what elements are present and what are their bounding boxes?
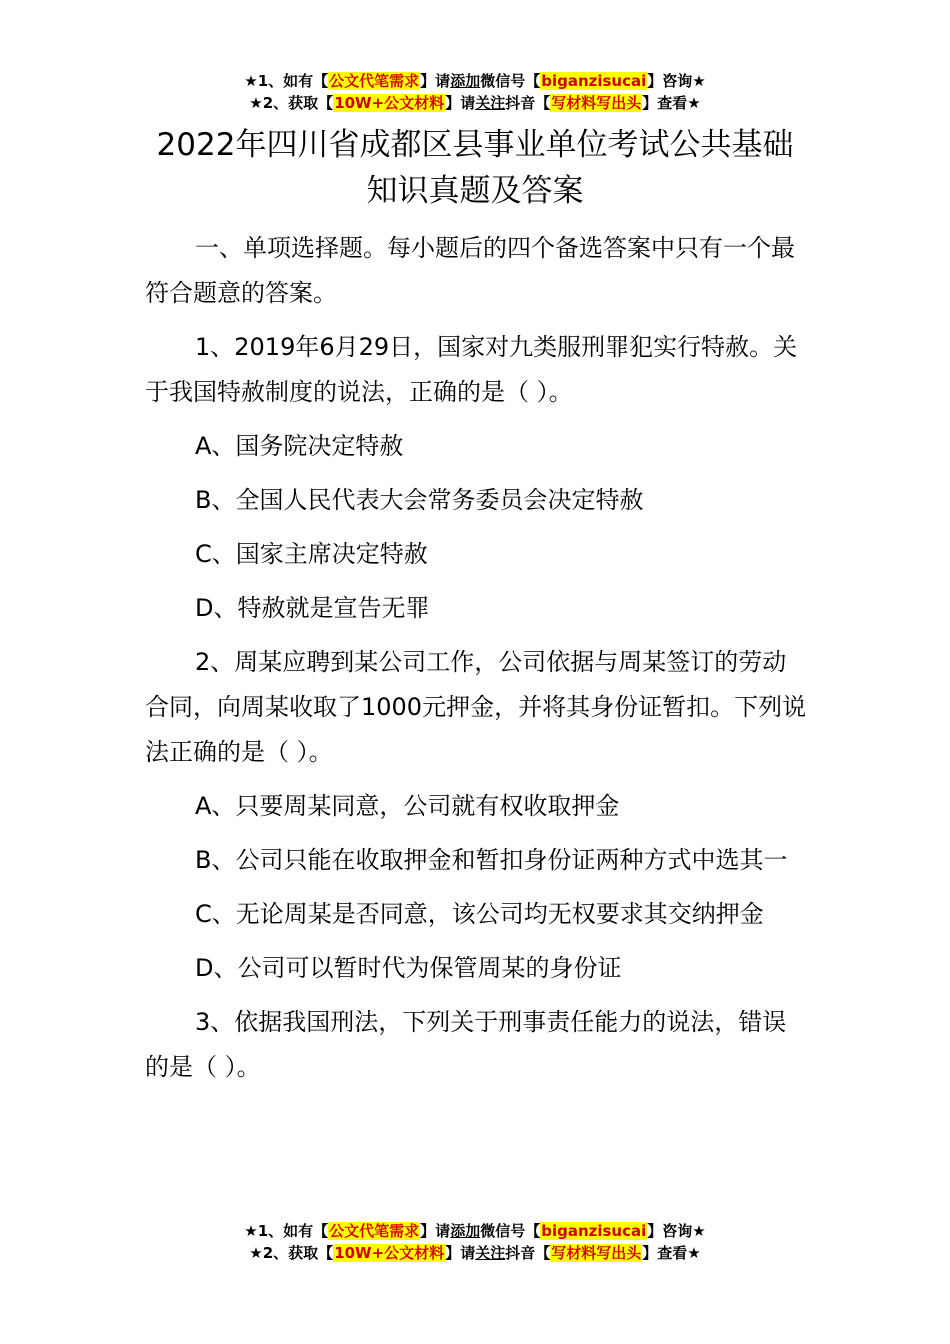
option-1d: D、特赦就是宣告无罪	[195, 594, 430, 622]
header-banner	[0, 70, 950, 114]
highlight-materials: 10W+公文材料	[334, 94, 445, 112]
option-1c: C、国家主席决定特赦	[195, 540, 428, 568]
document-title: 2022年四川省成都区县事业单位考试公共基础知识真题及答案	[156, 127, 794, 209]
option-2d: D、公司可以暂时代为保管周某的身份证	[195, 954, 622, 982]
question-2: 2、周某应聘到某公司工作，公司依据与周某签订的劳动合同，向周某收取了1000元押金，并将其身份证暂扣。下列说法正确的是（ ）。	[145, 648, 807, 766]
option-2c: C、无论周某是否同意，该公司均无权要求其交纳押金	[195, 900, 764, 928]
banner-line-2: ★2、获取【10W+公文材料】请关注抖音【写材料写出头】查看★	[249, 94, 701, 112]
question-3: 3、依据我国刑法，下列关于刑事责任能力的说法，错误的是（ ）。	[145, 1008, 787, 1081]
option-2a: A、只要周某同意，公司就有权收取押金	[195, 792, 620, 820]
banner-line-1: ★1、如有【公文代笔需求】请添加微信号【biganzisucai】咨询★	[244, 72, 706, 90]
option-2b: B、公司只能在收取押金和暂扣身份证两种方式中选其一	[195, 846, 788, 874]
section-heading: 一、单项选择题。每小题后的四个备选答案中只有一个最符合题意的答案。	[145, 234, 795, 307]
highlight-wechat-id: biganzisucai	[541, 72, 647, 90]
highlight-douyin: 写材料写出头	[551, 94, 642, 112]
footer-banner	[0, 1220, 950, 1264]
document-body	[145, 226, 810, 1099]
highlight-service: 公文代笔需求	[329, 72, 420, 90]
footer-line-2: ★2、获取【10W+公文材料】请关注抖音【写材料写出头】查看★	[249, 1244, 701, 1262]
question-1: 1、2019年6月29日，国家对九类服刑罪犯实行特赦。关于我国特赦制度的说法，正确的是（ ）。	[145, 333, 798, 406]
option-1a: A、国务院决定特赦	[195, 432, 404, 460]
footer-line-1: ★1、如有【公文代笔需求】请添加微信号【biganzisucai】咨询★	[244, 1222, 706, 1240]
option-1b: B、全国人民代表大会常务委员会决定特赦	[195, 486, 644, 514]
